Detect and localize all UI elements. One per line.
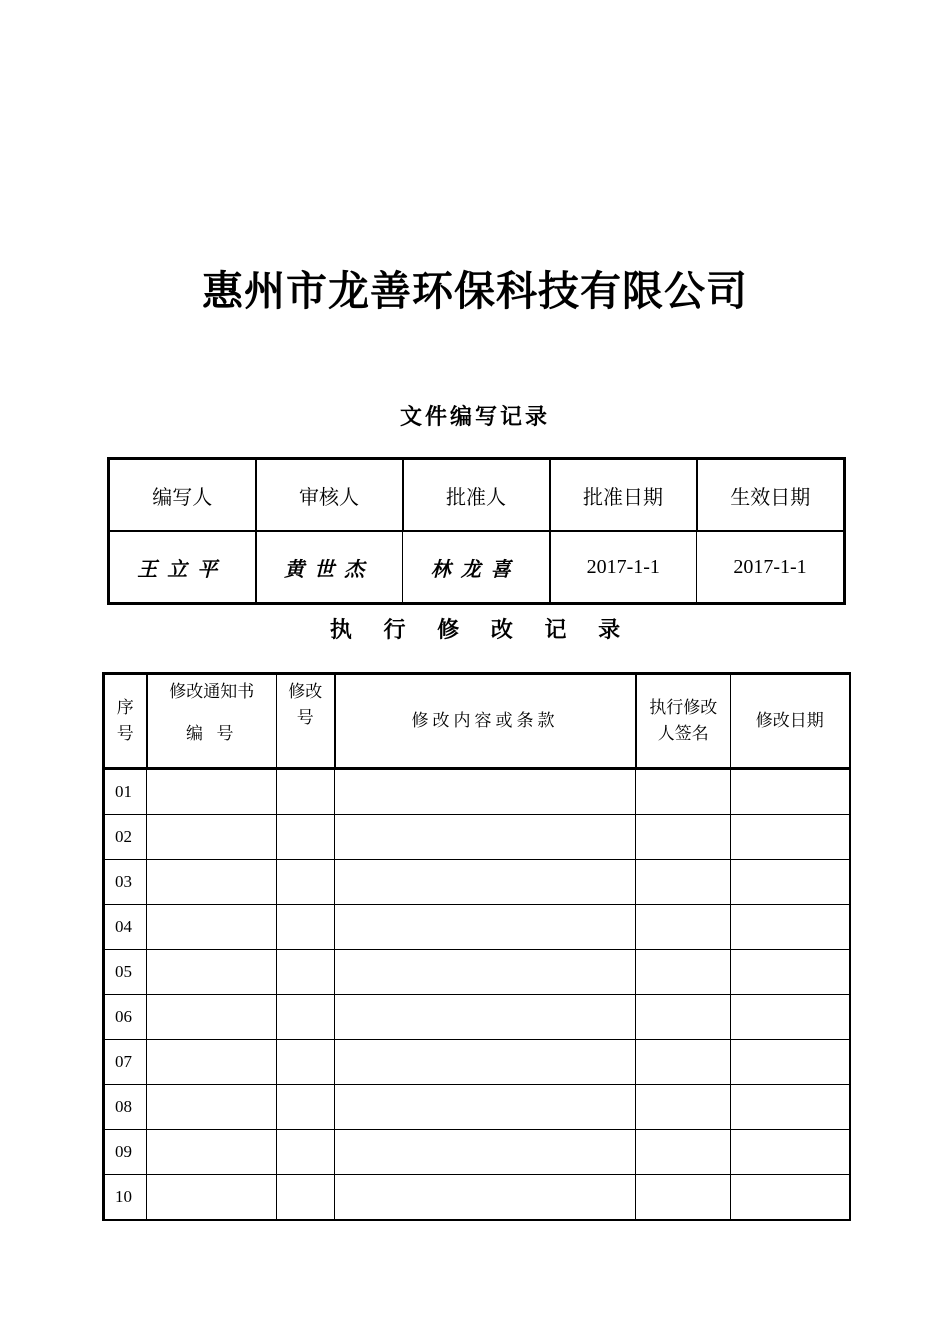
header-notice-line1: 修改通知书: [169, 682, 255, 702]
cell-notice: [147, 905, 277, 950]
header-notice-no: [147, 674, 277, 769]
cell-rev: [277, 1130, 335, 1175]
cell-notice: [147, 1085, 277, 1130]
header-rev-line2: 号: [296, 708, 314, 728]
cell-content: [335, 950, 636, 995]
cell-date: [731, 995, 850, 1040]
cell-content: [335, 995, 636, 1040]
header-approval-date: 批准日期: [550, 459, 697, 532]
document-record-table: [107, 457, 846, 605]
header-notice-line2: 编 号: [186, 724, 238, 744]
table-row: [104, 995, 850, 1040]
cell-notice: [147, 1040, 277, 1085]
revision-record-table: [102, 672, 851, 1221]
cell-date: [731, 1040, 850, 1085]
cell-content: [335, 1085, 636, 1130]
company-title: 惠州市龙善环保科技有限公司: [202, 267, 748, 315]
cell-notice: [147, 860, 277, 905]
row-number: 02: [104, 815, 147, 860]
cell-rev: [277, 1175, 335, 1221]
row-number: 05: [104, 950, 147, 995]
row-number: 01: [104, 769, 147, 815]
row-number: 10: [104, 1175, 147, 1221]
header-seq: [104, 674, 147, 769]
header-content: 修改内容或条款: [335, 674, 636, 769]
record-value-row: [109, 531, 845, 604]
cell-notice: [147, 769, 277, 815]
header-approver: 批准人: [403, 459, 550, 532]
row-number: 07: [104, 1040, 147, 1085]
cell-signer: [636, 1085, 731, 1130]
cell-date: [731, 1130, 850, 1175]
cell-rev: [277, 815, 335, 860]
header-rev-line1: 修改: [288, 682, 323, 702]
row-number: 06: [104, 995, 147, 1040]
header-author: 编写人: [109, 459, 256, 532]
table-row: [104, 769, 850, 815]
header-reviewer: 审核人: [256, 459, 403, 532]
cell-notice: [147, 1175, 277, 1221]
row-number: 04: [104, 905, 147, 950]
cell-content: [335, 1175, 636, 1221]
cell-signer: [636, 860, 731, 905]
cell-content: [335, 1130, 636, 1175]
cell-signer: [636, 950, 731, 995]
table-row: [104, 1175, 850, 1221]
cell-rev: [277, 1040, 335, 1085]
cell-signer: [636, 815, 731, 860]
row-number: 09: [104, 1130, 147, 1175]
cell-rev: [277, 995, 335, 1040]
approver-signature: 林龙喜: [403, 531, 550, 604]
cell-signer: [636, 769, 731, 815]
table-row: [104, 1130, 850, 1175]
cell-rev: [277, 769, 335, 815]
cell-signer: [636, 1130, 731, 1175]
cell-date: [731, 769, 850, 815]
cell-date: [731, 950, 850, 995]
cell-notice: [147, 995, 277, 1040]
record-section-title: 文件编写记录: [399, 405, 550, 430]
cell-notice: [147, 950, 277, 995]
cell-notice: [147, 815, 277, 860]
row-number: 08: [104, 1085, 147, 1130]
effective-date: 2017-1-1: [697, 531, 845, 604]
table-row: [104, 905, 850, 950]
revision-header-row: [104, 674, 850, 769]
author-signature: 王立平: [109, 531, 256, 604]
cell-signer: [636, 995, 731, 1040]
cell-rev: [277, 905, 335, 950]
reviewer-signature: 黄世杰: [256, 531, 403, 604]
table-row: [104, 860, 850, 905]
header-rev-no: [277, 674, 335, 769]
table-row: [104, 1040, 850, 1085]
cell-content: [335, 815, 636, 860]
header-signer-line1: 执行修改: [649, 698, 718, 718]
cell-content: [335, 905, 636, 950]
header-seq-line1: 序: [116, 698, 134, 718]
cell-rev: [277, 950, 335, 995]
record-header-row: [109, 459, 845, 532]
header-seq-line2: 号: [116, 724, 134, 744]
row-number: 03: [104, 860, 147, 905]
cell-content: [335, 1040, 636, 1085]
cell-signer: [636, 905, 731, 950]
cell-date: [731, 815, 850, 860]
cell-signer: [636, 1040, 731, 1085]
cell-signer: [636, 1175, 731, 1221]
header-rev-date: 修改日期: [731, 674, 850, 769]
cell-date: [731, 860, 850, 905]
cell-date: [731, 1085, 850, 1130]
cell-notice: [147, 1130, 277, 1175]
cell-date: [731, 905, 850, 950]
table-row: [104, 815, 850, 860]
header-signer: [636, 674, 731, 769]
cell-content: [335, 769, 636, 815]
revision-section-title: 执 行 修 改 记 录: [329, 618, 633, 643]
cell-content: [335, 860, 636, 905]
approval-date: 2017-1-1: [550, 531, 697, 604]
header-signer-line2: 人签名: [657, 724, 709, 744]
table-row: [104, 1085, 850, 1130]
table-row: [104, 950, 850, 995]
cell-date: [731, 1175, 850, 1221]
cell-rev: [277, 1085, 335, 1130]
header-effective-date: 生效日期: [697, 459, 845, 532]
cell-rev: [277, 860, 335, 905]
